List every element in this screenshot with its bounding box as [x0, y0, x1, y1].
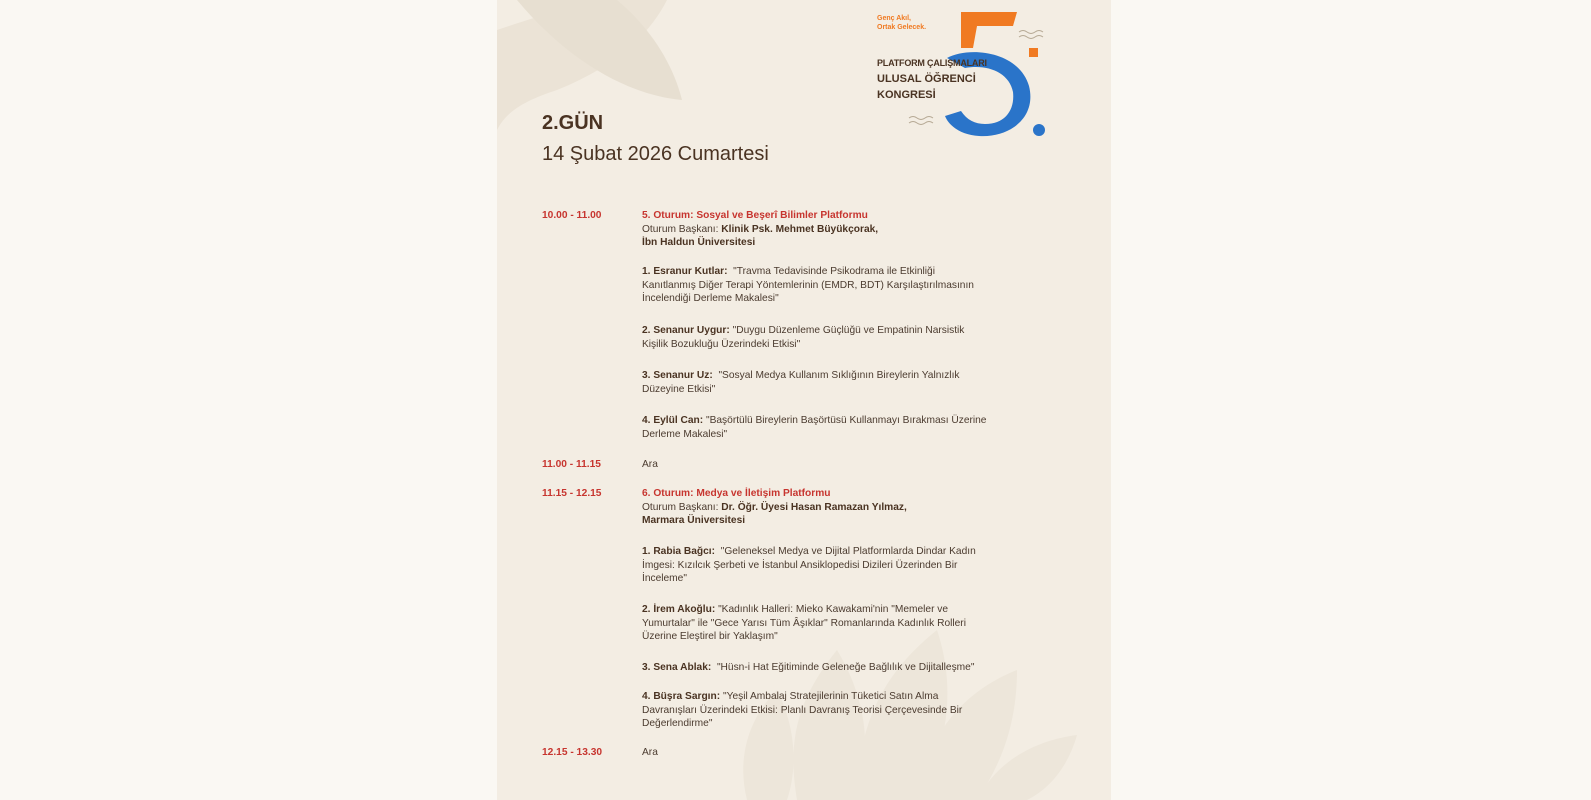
- talk-speaker: 3. Sena Ablak:: [642, 662, 712, 673]
- talk-title-line: Kanıtlanmış Diğer Terapi Yöntemlerinin (EMDR, BDT) Karşılaştırılmasının: [642, 279, 974, 291]
- chair-label: Oturum Başkanı:: [642, 223, 722, 235]
- chair-name: Klinik Psk. Mehmet Büyükçorak,: [721, 223, 879, 235]
- talk-speaker: 3. Senanur Uz:: [642, 370, 713, 381]
- session-time: 11.15 - 12.15: [542, 488, 602, 499]
- talk-title-line: "Geleneksel Medya ve Dijital Platformlarda Dindar Kadın: [720, 546, 976, 557]
- talk-item: [642, 661, 1062, 675]
- break-time: 12.15 - 13.30: [542, 747, 603, 758]
- session-time: 10.00 - 11.00: [542, 210, 602, 221]
- talk-title-line: "Hüsn-i Hat Eğitiminde Geleneğe Bağlılık ve Dijitalleşme": [716, 662, 975, 673]
- talk-title-line: İnceleme": [642, 573, 687, 585]
- day-heading: 2.GÜN: [542, 112, 604, 134]
- talk-title-line: "Travma Tedavisinde Psikodrama ile Etkinliği: [733, 266, 935, 277]
- talk-speaker: 4. Büşra Sargın:: [642, 691, 721, 702]
- logo-number-five-top: [961, 12, 1017, 48]
- talk-title-line: "Başörtülü Bireylerin Başörtüsü Kullanmayı Bırakması Üzerine: [705, 415, 987, 426]
- logo-line-1: PLATFORM ÇALIŞMALARI: [877, 58, 987, 68]
- logo-number-dot-blue: [1033, 124, 1045, 136]
- chair-label: Oturum Başkanı:: [642, 501, 722, 513]
- talk-speaker: 2. Senanur Uygur:: [642, 325, 730, 336]
- talk-title-line: "Kadınlık Halleri: Mieko Kawakami'nin "Memeler ve: [718, 604, 949, 615]
- session-title: 5. Oturum: Sosyal ve Beşerî Bilimler Platformu: [642, 210, 868, 221]
- talk-title-line: "Sosyal Medya Kullanım Sıklığının Bireylerin Yalnızlık: [718, 370, 960, 381]
- talk-item: [642, 545, 1062, 586]
- talk-title-line: Kişilik Bozukluğu Üzerindeki Etkisi": [642, 338, 801, 350]
- talk-title-line: Davranışları Üzerindeki Etkisi: Planlı Davranış Teorisi Çerçevesinde Bir: [642, 704, 963, 716]
- congress-logo: [869, 6, 1069, 146]
- talk-item: [642, 690, 1062, 731]
- talk-title-line: Yumurtalar" ile "Gece Yarısı Tüm Âşıklar" Romanlarında Kadınlık Rolleri: [642, 617, 966, 629]
- logo-tagline-1: Genç Akıl,: [877, 15, 911, 22]
- talk-title-line: "Duygu Düzenleme Güçlüğü ve Empatinin Narsistik: [732, 325, 965, 336]
- date-subheading: 14 Şubat 2026 Cumartesi: [542, 143, 769, 165]
- logo-number-dot-orange: [1029, 48, 1038, 57]
- talk-title-line: İncelendiği Derleme Makalesi": [642, 293, 779, 305]
- talk-title-line: Düzeyine Etkisi": [642, 383, 716, 395]
- talk-item: [642, 265, 1062, 306]
- break-label: Ara: [642, 747, 658, 758]
- break-time: 11.00 - 11.15: [542, 459, 601, 470]
- talk-speaker: 2. İrem Akoğlu:: [642, 604, 716, 615]
- talk-title-line: "Yeşil Ambalaj Stratejilerinin Tüketici Satın Alma: [722, 691, 939, 702]
- talk-title-line: Değerlendirme": [642, 718, 713, 730]
- talk-item: [642, 369, 1062, 396]
- logo-tagline-2: Ortak Gelecek.: [877, 24, 927, 31]
- session-title: 6. Oturum: Medya ve İletişim Platformu: [642, 488, 831, 499]
- chair-name: Dr. Öğr. Üyesi Hasan Ramazan Yılmaz,: [721, 501, 907, 513]
- talk-title-line: Derleme Makalesi": [642, 428, 728, 440]
- talk-title-line: İmgesi: Kızılcık Şerbeti ve İstanbul Ansiklopedisi Dizileri Üzerinden Bir: [642, 559, 958, 571]
- talk-item: [642, 603, 1062, 644]
- logo-line-2: ULUSAL ÖĞRENCİ: [877, 73, 976, 85]
- chair-institution: Marmara Üniversitesi: [642, 515, 746, 527]
- chair-institution: İbn Haldun Üniversitesi: [642, 237, 756, 249]
- talk-speaker: 1. Rabia Bağcı:: [642, 546, 716, 557]
- break-label: Ara: [642, 459, 658, 470]
- talk-speaker: 1. Esranur Kutlar:: [642, 266, 728, 277]
- program-poster: [497, 0, 1111, 800]
- talk-item: [642, 414, 1062, 441]
- talk-title-line: Üzerine Eleştirel bir Yaklaşım": [642, 631, 778, 643]
- talk-speaker: 4. Eylül Can:: [642, 415, 704, 426]
- talk-item: [642, 324, 1062, 351]
- logo-line-3: KONGRESİ: [877, 89, 936, 101]
